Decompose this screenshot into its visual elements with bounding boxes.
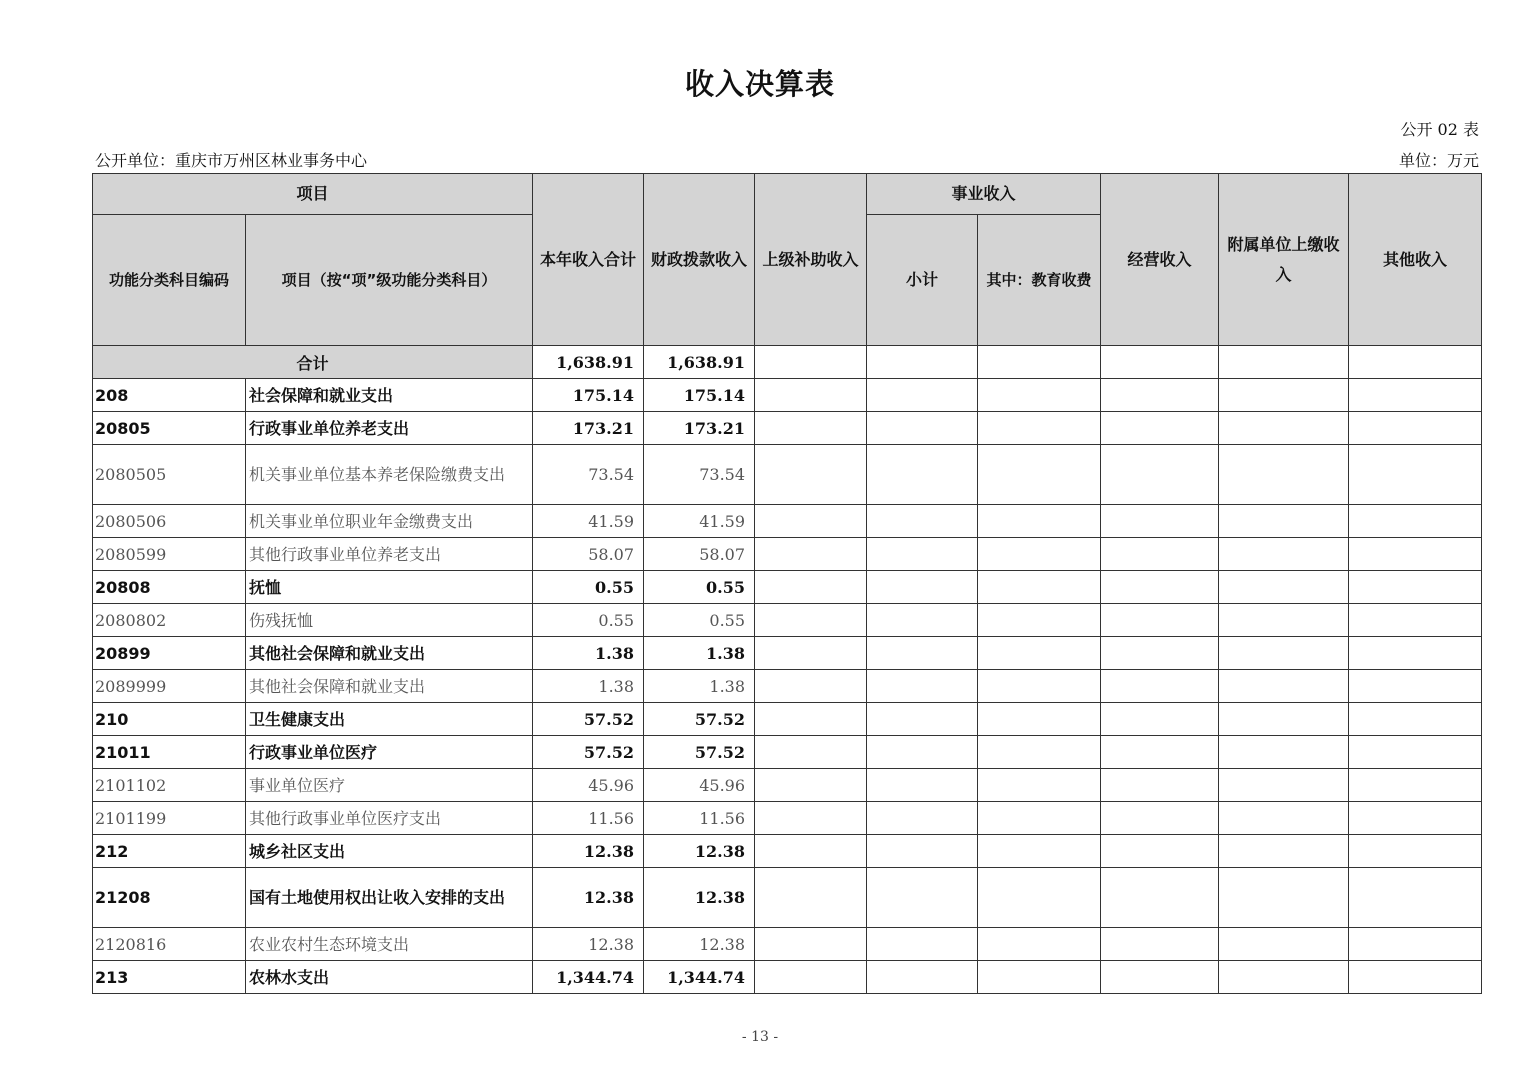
empty-cell: [867, 703, 978, 736]
row-total: 57.52: [533, 703, 644, 736]
reporting-unit: 公开单位：重庆市万州区林业事务中心: [95, 151, 368, 170]
empty-cell: [1101, 445, 1219, 505]
row-name: 伤残抚恤: [246, 604, 533, 637]
empty-cell: [1349, 670, 1482, 703]
row-fiscal: 58.07: [644, 538, 755, 571]
row-total: 175.14: [533, 379, 644, 412]
empty-cell: [1219, 670, 1349, 703]
empty-cell: [755, 412, 867, 445]
empty-cell: [1101, 505, 1219, 538]
header-code: 功能分类科目编码: [93, 215, 246, 346]
empty-cell: [1101, 538, 1219, 571]
empty-cell: [1219, 505, 1349, 538]
row-total: 12.38: [533, 835, 644, 868]
header-project: 项目: [93, 174, 533, 215]
empty-cell: [755, 769, 867, 802]
row-fiscal: 73.54: [644, 445, 755, 505]
empty-cell: [867, 571, 978, 604]
table-row: [93, 505, 1482, 538]
row-fiscal: 12.38: [644, 928, 755, 961]
empty-cell: [1101, 670, 1219, 703]
total-income: 1,638.91: [533, 346, 644, 379]
row-code: 20805: [93, 412, 246, 445]
empty-cell: [1101, 379, 1219, 412]
empty-cell: [1349, 868, 1482, 928]
empty-cell: [1349, 802, 1482, 835]
empty-cell: [978, 769, 1101, 802]
empty-cell: [755, 670, 867, 703]
header-subtotal: 小计: [867, 215, 978, 346]
table-row: [93, 769, 1482, 802]
currency-unit: 单位：万元: [1398, 151, 1479, 170]
row-name: 其他社会保障和就业支出: [246, 670, 533, 703]
row-code: 20808: [93, 571, 246, 604]
empty-cell: [1349, 637, 1482, 670]
table-row: [93, 538, 1482, 571]
empty-cell: [978, 346, 1101, 379]
row-fiscal: 57.52: [644, 736, 755, 769]
row-fiscal: 0.55: [644, 571, 755, 604]
empty-cell: [1349, 571, 1482, 604]
empty-cell: [867, 412, 978, 445]
empty-cell: [755, 961, 867, 994]
empty-cell: [755, 928, 867, 961]
empty-cell: [1101, 412, 1219, 445]
empty-cell: [1349, 505, 1482, 538]
row-code: 212: [93, 835, 246, 868]
row-code: 2080505: [93, 445, 246, 505]
table-row: [93, 868, 1482, 928]
header-name: 项目（按“项”级功能分类科目）: [246, 215, 533, 346]
empty-cell: [867, 505, 978, 538]
empty-cell: [1219, 346, 1349, 379]
empty-cell: [755, 346, 867, 379]
row-code: 2080802: [93, 604, 246, 637]
row-total: 0.55: [533, 571, 644, 604]
row-fiscal: 41.59: [644, 505, 755, 538]
empty-cell: [978, 670, 1101, 703]
table-row: [93, 802, 1482, 835]
page-number: - 13 -: [741, 1029, 779, 1045]
empty-cell: [978, 445, 1101, 505]
header-operating: 经营收入: [1101, 174, 1219, 346]
empty-cell: [755, 868, 867, 928]
row-fiscal: 175.14: [644, 379, 755, 412]
row-name: 农林水支出: [246, 961, 533, 994]
row-total: 1.38: [533, 637, 644, 670]
row-name: 其他社会保障和就业支出: [246, 637, 533, 670]
table-row: [93, 736, 1482, 769]
empty-cell: [1349, 538, 1482, 571]
header-other: 其他收入: [1349, 174, 1482, 346]
empty-cell: [755, 379, 867, 412]
row-fiscal: 12.38: [644, 835, 755, 868]
empty-cell: [1219, 868, 1349, 928]
empty-cell: [978, 637, 1101, 670]
row-name: 抚恤: [246, 571, 533, 604]
empty-cell: [1219, 379, 1349, 412]
empty-cell: [1101, 769, 1219, 802]
empty-cell: [1101, 802, 1219, 835]
table-row: [93, 604, 1482, 637]
table-row: [93, 571, 1482, 604]
header-edu: 其中：教育收费: [978, 215, 1101, 346]
empty-cell: [978, 412, 1101, 445]
empty-cell: [1101, 637, 1219, 670]
empty-cell: [978, 571, 1101, 604]
row-name: 行政事业单位养老支出: [246, 412, 533, 445]
empty-cell: [1349, 961, 1482, 994]
empty-cell: [867, 928, 978, 961]
row-name: 其他行政事业单位养老支出: [246, 538, 533, 571]
empty-cell: [867, 961, 978, 994]
row-total: 58.07: [533, 538, 644, 571]
empty-cell: [755, 538, 867, 571]
empty-cell: [867, 346, 978, 379]
empty-cell: [755, 703, 867, 736]
empty-cell: [978, 868, 1101, 928]
table-row: [93, 703, 1482, 736]
table-row: [93, 379, 1482, 412]
empty-cell: [1219, 736, 1349, 769]
empty-cell: [755, 835, 867, 868]
page-title: 收入决算表: [684, 67, 835, 101]
table-row: [93, 961, 1482, 994]
empty-cell: [1349, 928, 1482, 961]
table-row: [93, 445, 1482, 505]
row-code: 2101199: [93, 802, 246, 835]
empty-cell: [867, 868, 978, 928]
empty-cell: [1349, 769, 1482, 802]
row-fiscal: 1.38: [644, 670, 755, 703]
row-code: 2080599: [93, 538, 246, 571]
empty-cell: [1101, 703, 1219, 736]
empty-cell: [755, 571, 867, 604]
empty-cell: [867, 379, 978, 412]
total-row: [93, 346, 1482, 379]
empty-cell: [1349, 736, 1482, 769]
income-table: [92, 173, 1482, 994]
table-row: [93, 835, 1482, 868]
total-label: 合计: [93, 346, 533, 379]
row-fiscal: 1.38: [644, 637, 755, 670]
row-fiscal: 0.55: [644, 604, 755, 637]
row-name: 其他行政事业单位医疗支出: [246, 802, 533, 835]
row-fiscal: 45.96: [644, 769, 755, 802]
empty-cell: [867, 670, 978, 703]
empty-cell: [1219, 412, 1349, 445]
row-total: 1,344.74: [533, 961, 644, 994]
row-total: 12.38: [533, 868, 644, 928]
row-name: 国有土地使用权出让收入安排的支出: [246, 868, 533, 928]
empty-cell: [1349, 604, 1482, 637]
row-name: 机关事业单位基本养老保险缴费支出: [246, 445, 533, 505]
row-total: 41.59: [533, 505, 644, 538]
empty-cell: [755, 505, 867, 538]
empty-cell: [867, 736, 978, 769]
empty-cell: [755, 637, 867, 670]
empty-cell: [1219, 802, 1349, 835]
empty-cell: [1219, 961, 1349, 994]
row-total: 12.38: [533, 928, 644, 961]
row-code: 2089999: [93, 670, 246, 703]
empty-cell: [1219, 445, 1349, 505]
empty-cell: [978, 604, 1101, 637]
row-name: 行政事业单位医疗: [246, 736, 533, 769]
table-row: [93, 412, 1482, 445]
empty-cell: [1349, 445, 1482, 505]
empty-cell: [1219, 703, 1349, 736]
empty-cell: [1349, 835, 1482, 868]
empty-cell: [978, 961, 1101, 994]
empty-cell: [1101, 868, 1219, 928]
table-row: [93, 637, 1482, 670]
empty-cell: [1349, 412, 1482, 445]
empty-cell: [755, 802, 867, 835]
empty-cell: [867, 637, 978, 670]
header-fiscal: 财政拨款收入: [644, 174, 755, 346]
table-row: [93, 670, 1482, 703]
row-fiscal: 11.56: [644, 802, 755, 835]
empty-cell: [1101, 604, 1219, 637]
empty-cell: [1219, 604, 1349, 637]
form-number: 公开 02 表: [1400, 120, 1479, 139]
row-code: 21208: [93, 868, 246, 928]
empty-cell: [1101, 571, 1219, 604]
row-code: 2080506: [93, 505, 246, 538]
empty-cell: [1219, 769, 1349, 802]
empty-cell: [867, 538, 978, 571]
empty-cell: [755, 736, 867, 769]
empty-cell: [978, 703, 1101, 736]
row-total: 173.21: [533, 412, 644, 445]
row-total: 1.38: [533, 670, 644, 703]
row-code: 2101102: [93, 769, 246, 802]
empty-cell: [867, 835, 978, 868]
row-code: 2120816: [93, 928, 246, 961]
empty-cell: [978, 928, 1101, 961]
empty-cell: [978, 379, 1101, 412]
empty-cell: [1219, 538, 1349, 571]
empty-cell: [978, 538, 1101, 571]
header-total: 本年收入合计: [533, 174, 644, 346]
row-total: 11.56: [533, 802, 644, 835]
row-total: 73.54: [533, 445, 644, 505]
row-name: 农业农村生态环境支出: [246, 928, 533, 961]
empty-cell: [978, 835, 1101, 868]
empty-cell: [1219, 928, 1349, 961]
empty-cell: [1349, 346, 1482, 379]
row-fiscal: 173.21: [644, 412, 755, 445]
row-total: 0.55: [533, 604, 644, 637]
row-code: 213: [93, 961, 246, 994]
empty-cell: [1101, 835, 1219, 868]
empty-cell: [1101, 346, 1219, 379]
empty-cell: [1101, 736, 1219, 769]
row-name: 社会保障和就业支出: [246, 379, 533, 412]
row-code: 210: [93, 703, 246, 736]
empty-cell: [867, 769, 978, 802]
empty-cell: [1349, 703, 1482, 736]
row-name: 卫生健康支出: [246, 703, 533, 736]
empty-cell: [1219, 835, 1349, 868]
row-fiscal: 1,344.74: [644, 961, 755, 994]
empty-cell: [867, 802, 978, 835]
header-business: 事业收入: [867, 174, 1101, 215]
empty-cell: [1101, 961, 1219, 994]
empty-cell: [978, 505, 1101, 538]
empty-cell: [1349, 379, 1482, 412]
row-fiscal: 57.52: [644, 703, 755, 736]
empty-cell: [867, 445, 978, 505]
empty-cell: [1219, 637, 1349, 670]
row-name: 机关事业单位职业年金缴费支出: [246, 505, 533, 538]
empty-cell: [755, 604, 867, 637]
row-name: 事业单位医疗: [246, 769, 533, 802]
row-fiscal: 12.38: [644, 868, 755, 928]
empty-cell: [867, 604, 978, 637]
row-code: 208: [93, 379, 246, 412]
empty-cell: [1101, 928, 1219, 961]
row-code: 21011: [93, 736, 246, 769]
table-row: [93, 928, 1482, 961]
empty-cell: [978, 736, 1101, 769]
row-total: 57.52: [533, 736, 644, 769]
empty-cell: [1219, 571, 1349, 604]
row-code: 20899: [93, 637, 246, 670]
row-total: 45.96: [533, 769, 644, 802]
empty-cell: [755, 445, 867, 505]
empty-cell: [978, 802, 1101, 835]
header-affiliated: 附属单位上缴收入: [1219, 174, 1349, 346]
row-name: 城乡社区支出: [246, 835, 533, 868]
header-superior: 上级补助收入: [755, 174, 867, 346]
total-fiscal: 1,638.91: [644, 346, 755, 379]
